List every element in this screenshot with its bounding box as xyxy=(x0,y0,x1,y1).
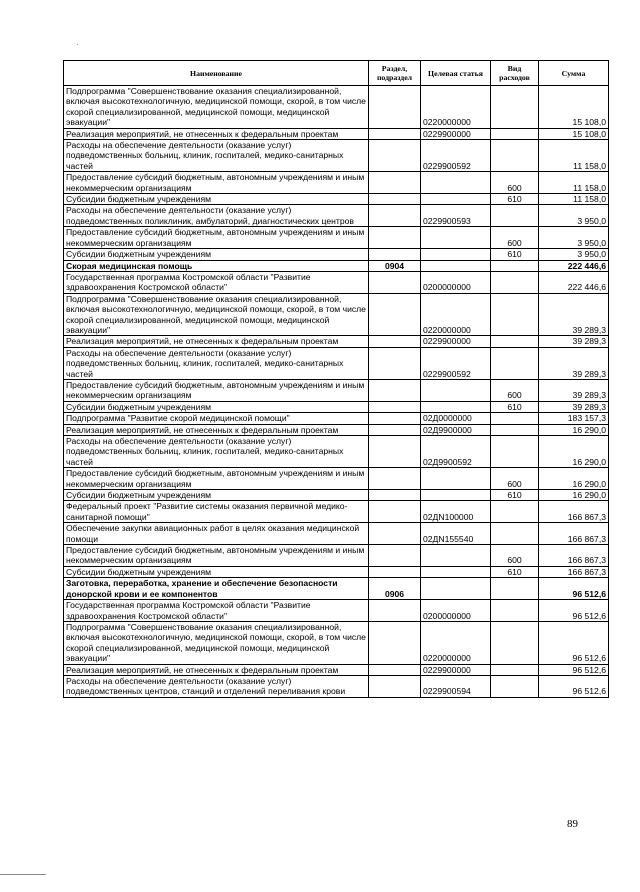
cell-section xyxy=(369,205,421,227)
cell-type xyxy=(491,413,539,424)
cell-name: Расходы на обеспечение деятельности (оказание услуг) подведомственных больниц, клиник, госпиталей, медико-санитарных частей xyxy=(64,436,369,468)
cell-name: Субсидии бюджетным учреждениям xyxy=(64,401,369,412)
cell-type xyxy=(491,600,539,622)
cell-section xyxy=(369,249,421,260)
cell-name: Расходы на обеспечение деятельности (оказание услуг) подведомственных больниц, клиник, госпиталей, медико-санитарных частей xyxy=(64,140,369,172)
cell-name: Обеспечение закупки авиационных работ в целях оказания медицинской помощи xyxy=(64,523,369,545)
header-target: Целевая статья xyxy=(421,61,491,86)
cell-name: Расходы на обеспечение деятельности (оказание услуг) подведомственных поликлиник, амбулаторий, диагностических центров xyxy=(64,205,369,227)
cell-type xyxy=(491,523,539,545)
page-number: 89 xyxy=(567,818,578,830)
cell-name: Предоставление субсидий бюджетным, автономным учреждениям и иным некоммерческим организациям xyxy=(64,545,369,567)
cell-section xyxy=(369,490,421,501)
cell-sum: 39 289,3 xyxy=(539,336,609,347)
cell-name: Предоставление субсидий бюджетным, автономным учреждениям и иным некоммерческим организациям xyxy=(64,172,369,194)
cell-target xyxy=(421,260,491,271)
cell-target: 0220000000 xyxy=(421,86,491,129)
cell-target: 0200000000 xyxy=(421,600,491,622)
cell-target: 02Д9900592 xyxy=(421,436,491,468)
cell-type: 600 xyxy=(491,545,539,567)
cell-section xyxy=(369,128,421,139)
cell-name: Скорая медицинская помощь xyxy=(64,260,369,271)
cell-target: 0229900594 xyxy=(421,675,491,697)
cell-sum: 11 158,0 xyxy=(539,140,609,172)
cell-sum: 11 158,0 xyxy=(539,194,609,205)
cell-target xyxy=(421,249,491,260)
cell-sum: 96 512,6 xyxy=(539,621,609,664)
cell-type xyxy=(491,501,539,523)
cell-target: 0220000000 xyxy=(421,293,491,336)
cell-section xyxy=(369,436,421,468)
table-row xyxy=(64,86,609,129)
cell-type: 600 xyxy=(491,227,539,249)
cell-type xyxy=(491,140,539,172)
table-row xyxy=(64,140,609,172)
cell-type xyxy=(491,205,539,227)
cell-section xyxy=(369,86,421,129)
cell-sum: 16 290,0 xyxy=(539,468,609,490)
cell-sum: 166 867,3 xyxy=(539,501,609,523)
cell-name: Реализация мероприятий, не отнесенных к федеральным проектам xyxy=(64,424,369,435)
cell-target: 0229900593 xyxy=(421,205,491,227)
cell-target xyxy=(421,545,491,567)
table-row xyxy=(64,490,609,501)
cell-sum: 166 867,3 xyxy=(539,566,609,577)
table-row xyxy=(64,545,609,567)
cell-target: 0229900000 xyxy=(421,128,491,139)
cell-name: Подпрограмма "Совершенствование оказания специализированной, включая высокотехнологичную, медицинской помощи, скорой, в том числе скорой специализированной, медицинской помощи, медицинской эвакуации" xyxy=(64,86,369,129)
cell-sum: 3 950,0 xyxy=(539,205,609,227)
cell-target: 0229900592 xyxy=(421,140,491,172)
budget-table xyxy=(63,60,609,698)
cell-name: Предоставление субсидий бюджетным, автономным учреждениям и иным некоммерческим организациям xyxy=(64,379,369,401)
cell-section xyxy=(369,468,421,490)
cell-sum: 39 289,3 xyxy=(539,379,609,401)
cell-name: Субсидии бюджетным учреждениям xyxy=(64,490,369,501)
cell-sum: 39 289,3 xyxy=(539,347,609,379)
table-row xyxy=(64,379,609,401)
cell-sum: 16 290,0 xyxy=(539,424,609,435)
table-row xyxy=(64,523,609,545)
cell-type xyxy=(491,424,539,435)
cell-target: 0200000000 xyxy=(421,271,491,293)
table-row xyxy=(64,293,609,336)
cell-target xyxy=(421,227,491,249)
cell-section xyxy=(369,172,421,194)
cell-name: Государственная программа Костромской области "Развитие здравоохранения Костромской области" xyxy=(64,600,369,622)
header-name: Наименование xyxy=(64,61,369,86)
cell-type xyxy=(491,578,539,600)
cell-sum: 166 867,3 xyxy=(539,523,609,545)
footer-rule xyxy=(0,874,46,875)
cell-type: 600 xyxy=(491,468,539,490)
cell-type xyxy=(491,260,539,271)
cell-type: 600 xyxy=(491,172,539,194)
cell-sum: 96 512,6 xyxy=(539,600,609,622)
table-row xyxy=(64,227,609,249)
cell-name: Расходы на обеспечение деятельности (оказание услуг) подведомственных больниц, клиник, госпиталей, медико-санитарных частей xyxy=(64,347,369,379)
cell-sum: 96 512,6 xyxy=(539,675,609,697)
header-type: Вид расходов xyxy=(491,61,539,86)
cell-section xyxy=(369,523,421,545)
cell-sum: 166 867,3 xyxy=(539,545,609,567)
cell-target xyxy=(421,468,491,490)
cell-type xyxy=(491,347,539,379)
cell-type xyxy=(491,293,539,336)
cell-section xyxy=(369,600,421,622)
table-row xyxy=(64,424,609,435)
cell-sum: 3 950,0 xyxy=(539,249,609,260)
cell-type xyxy=(491,86,539,129)
cell-section xyxy=(369,347,421,379)
cell-target: 02Д0000000 xyxy=(421,413,491,424)
header-section: Раздел, подраздел xyxy=(369,61,421,86)
cell-name: Реализация мероприятий, не отнесенных к федеральным проектам xyxy=(64,664,369,675)
cell-name: Расходы на обеспечение деятельности (оказание услуг) подведомственных центров, станций и отделений переливания крови xyxy=(64,675,369,697)
cell-type: 610 xyxy=(491,401,539,412)
cell-type xyxy=(491,675,539,697)
cell-section xyxy=(369,545,421,567)
cell-type xyxy=(491,271,539,293)
table-row xyxy=(64,501,609,523)
cell-type xyxy=(491,436,539,468)
cell-sum: 39 289,3 xyxy=(539,293,609,336)
cell-target: 02Д9900000 xyxy=(421,424,491,435)
cell-target: 02ДN100000 xyxy=(421,501,491,523)
cell-section xyxy=(369,271,421,293)
cell-sum: 3 950,0 xyxy=(539,227,609,249)
cell-section xyxy=(369,140,421,172)
cell-name: Подпрограмма "Развитие скорой медицинской помощи" xyxy=(64,413,369,424)
cell-section xyxy=(369,227,421,249)
cell-type: 610 xyxy=(491,194,539,205)
table-header-row xyxy=(64,61,609,86)
cell-name: Субсидии бюджетным учреждениям xyxy=(64,566,369,577)
cell-section xyxy=(369,401,421,412)
cell-type xyxy=(491,128,539,139)
cell-type xyxy=(491,664,539,675)
table-row xyxy=(64,566,609,577)
table-row xyxy=(64,336,609,347)
cell-type: 600 xyxy=(491,379,539,401)
cell-type xyxy=(491,621,539,664)
cell-target xyxy=(421,566,491,577)
cell-target: 0229900000 xyxy=(421,664,491,675)
cell-target: 0220000000 xyxy=(421,621,491,664)
table-row xyxy=(64,128,609,139)
cell-target xyxy=(421,578,491,600)
cell-sum: 15 108,0 xyxy=(539,128,609,139)
cell-section xyxy=(369,675,421,697)
cell-name: Реализация мероприятий, не отнесенных к федеральным проектам xyxy=(64,336,369,347)
table-row xyxy=(64,436,609,468)
table-row xyxy=(64,347,609,379)
table-row xyxy=(64,172,609,194)
cell-section xyxy=(369,336,421,347)
cell-name: Предоставление субсидий бюджетным, автономным учреждениям и иным некоммерческим организациям xyxy=(64,227,369,249)
table-row xyxy=(64,578,609,600)
header-sum: Сумма xyxy=(539,61,609,86)
cell-target: 0229900592 xyxy=(421,347,491,379)
cell-section xyxy=(369,379,421,401)
scan-mark xyxy=(77,44,78,45)
table-row xyxy=(64,401,609,412)
cell-sum: 39 289,3 xyxy=(539,401,609,412)
cell-name: Федеральный проект "Развитие системы оказания первичной медико-санитарной помощи" xyxy=(64,501,369,523)
cell-name: Субсидии бюджетным учреждениям xyxy=(64,194,369,205)
table-body xyxy=(64,86,609,698)
cell-sum: 16 290,0 xyxy=(539,490,609,501)
cell-name: Подпрограмма "Совершенствование оказания специализированной, включая высокотехнологичную, медицинской помощи, скорой, в том числе скорой специализированной, медицинской помощи, медицинской эвакуации" xyxy=(64,293,369,336)
cell-target: 02ДN155540 xyxy=(421,523,491,545)
cell-section xyxy=(369,293,421,336)
cell-section xyxy=(369,413,421,424)
table-row xyxy=(64,675,609,697)
cell-sum: 183 157,3 xyxy=(539,413,609,424)
cell-sum: 16 290,0 xyxy=(539,436,609,468)
table-row xyxy=(64,260,609,271)
cell-name: Реализация мероприятий, не отнесенных к федеральным проектам xyxy=(64,128,369,139)
cell-target xyxy=(421,401,491,412)
cell-name: Заготовка, переработка, хранение и обеспечение безопасности донорской крови и ее компонентов xyxy=(64,578,369,600)
cell-target xyxy=(421,172,491,194)
cell-name: Предоставление субсидий бюджетным, автономным учреждениям и иным некоммерческим организациям xyxy=(64,468,369,490)
table-row xyxy=(64,621,609,664)
cell-section: 0906 xyxy=(369,578,421,600)
cell-type: 610 xyxy=(491,490,539,501)
cell-target: 0229900000 xyxy=(421,336,491,347)
cell-section xyxy=(369,664,421,675)
table-row xyxy=(64,413,609,424)
cell-sum: 96 512,6 xyxy=(539,664,609,675)
cell-target xyxy=(421,379,491,401)
cell-sum: 222 446,6 xyxy=(539,260,609,271)
cell-type: 610 xyxy=(491,566,539,577)
cell-section xyxy=(369,621,421,664)
cell-target xyxy=(421,490,491,501)
table-row xyxy=(64,468,609,490)
table-row xyxy=(64,271,609,293)
table-row xyxy=(64,600,609,622)
table-row xyxy=(64,194,609,205)
cell-name: Государственная программа Костромской области "Развитие здравоохранения Костромской области" xyxy=(64,271,369,293)
cell-sum: 15 108,0 xyxy=(539,86,609,129)
cell-name: Подпрограмма "Совершенствование оказания специализированной, включая высокотехнологичную, медицинской помощи, скорой, в том числе скорой специализированной, медицинской помощи, медицинской эвакуации" xyxy=(64,621,369,664)
table-row xyxy=(64,205,609,227)
cell-section xyxy=(369,566,421,577)
cell-target xyxy=(421,194,491,205)
table-row xyxy=(64,664,609,675)
cell-section xyxy=(369,424,421,435)
table-row xyxy=(64,249,609,260)
cell-section xyxy=(369,194,421,205)
cell-type xyxy=(491,336,539,347)
cell-name: Субсидии бюджетным учреждениям xyxy=(64,249,369,260)
cell-sum: 96 512,6 xyxy=(539,578,609,600)
cell-type: 610 xyxy=(491,249,539,260)
cell-sum: 11 158,0 xyxy=(539,172,609,194)
cell-section xyxy=(369,501,421,523)
cell-sum: 222 446,6 xyxy=(539,271,609,293)
cell-section: 0904 xyxy=(369,260,421,271)
